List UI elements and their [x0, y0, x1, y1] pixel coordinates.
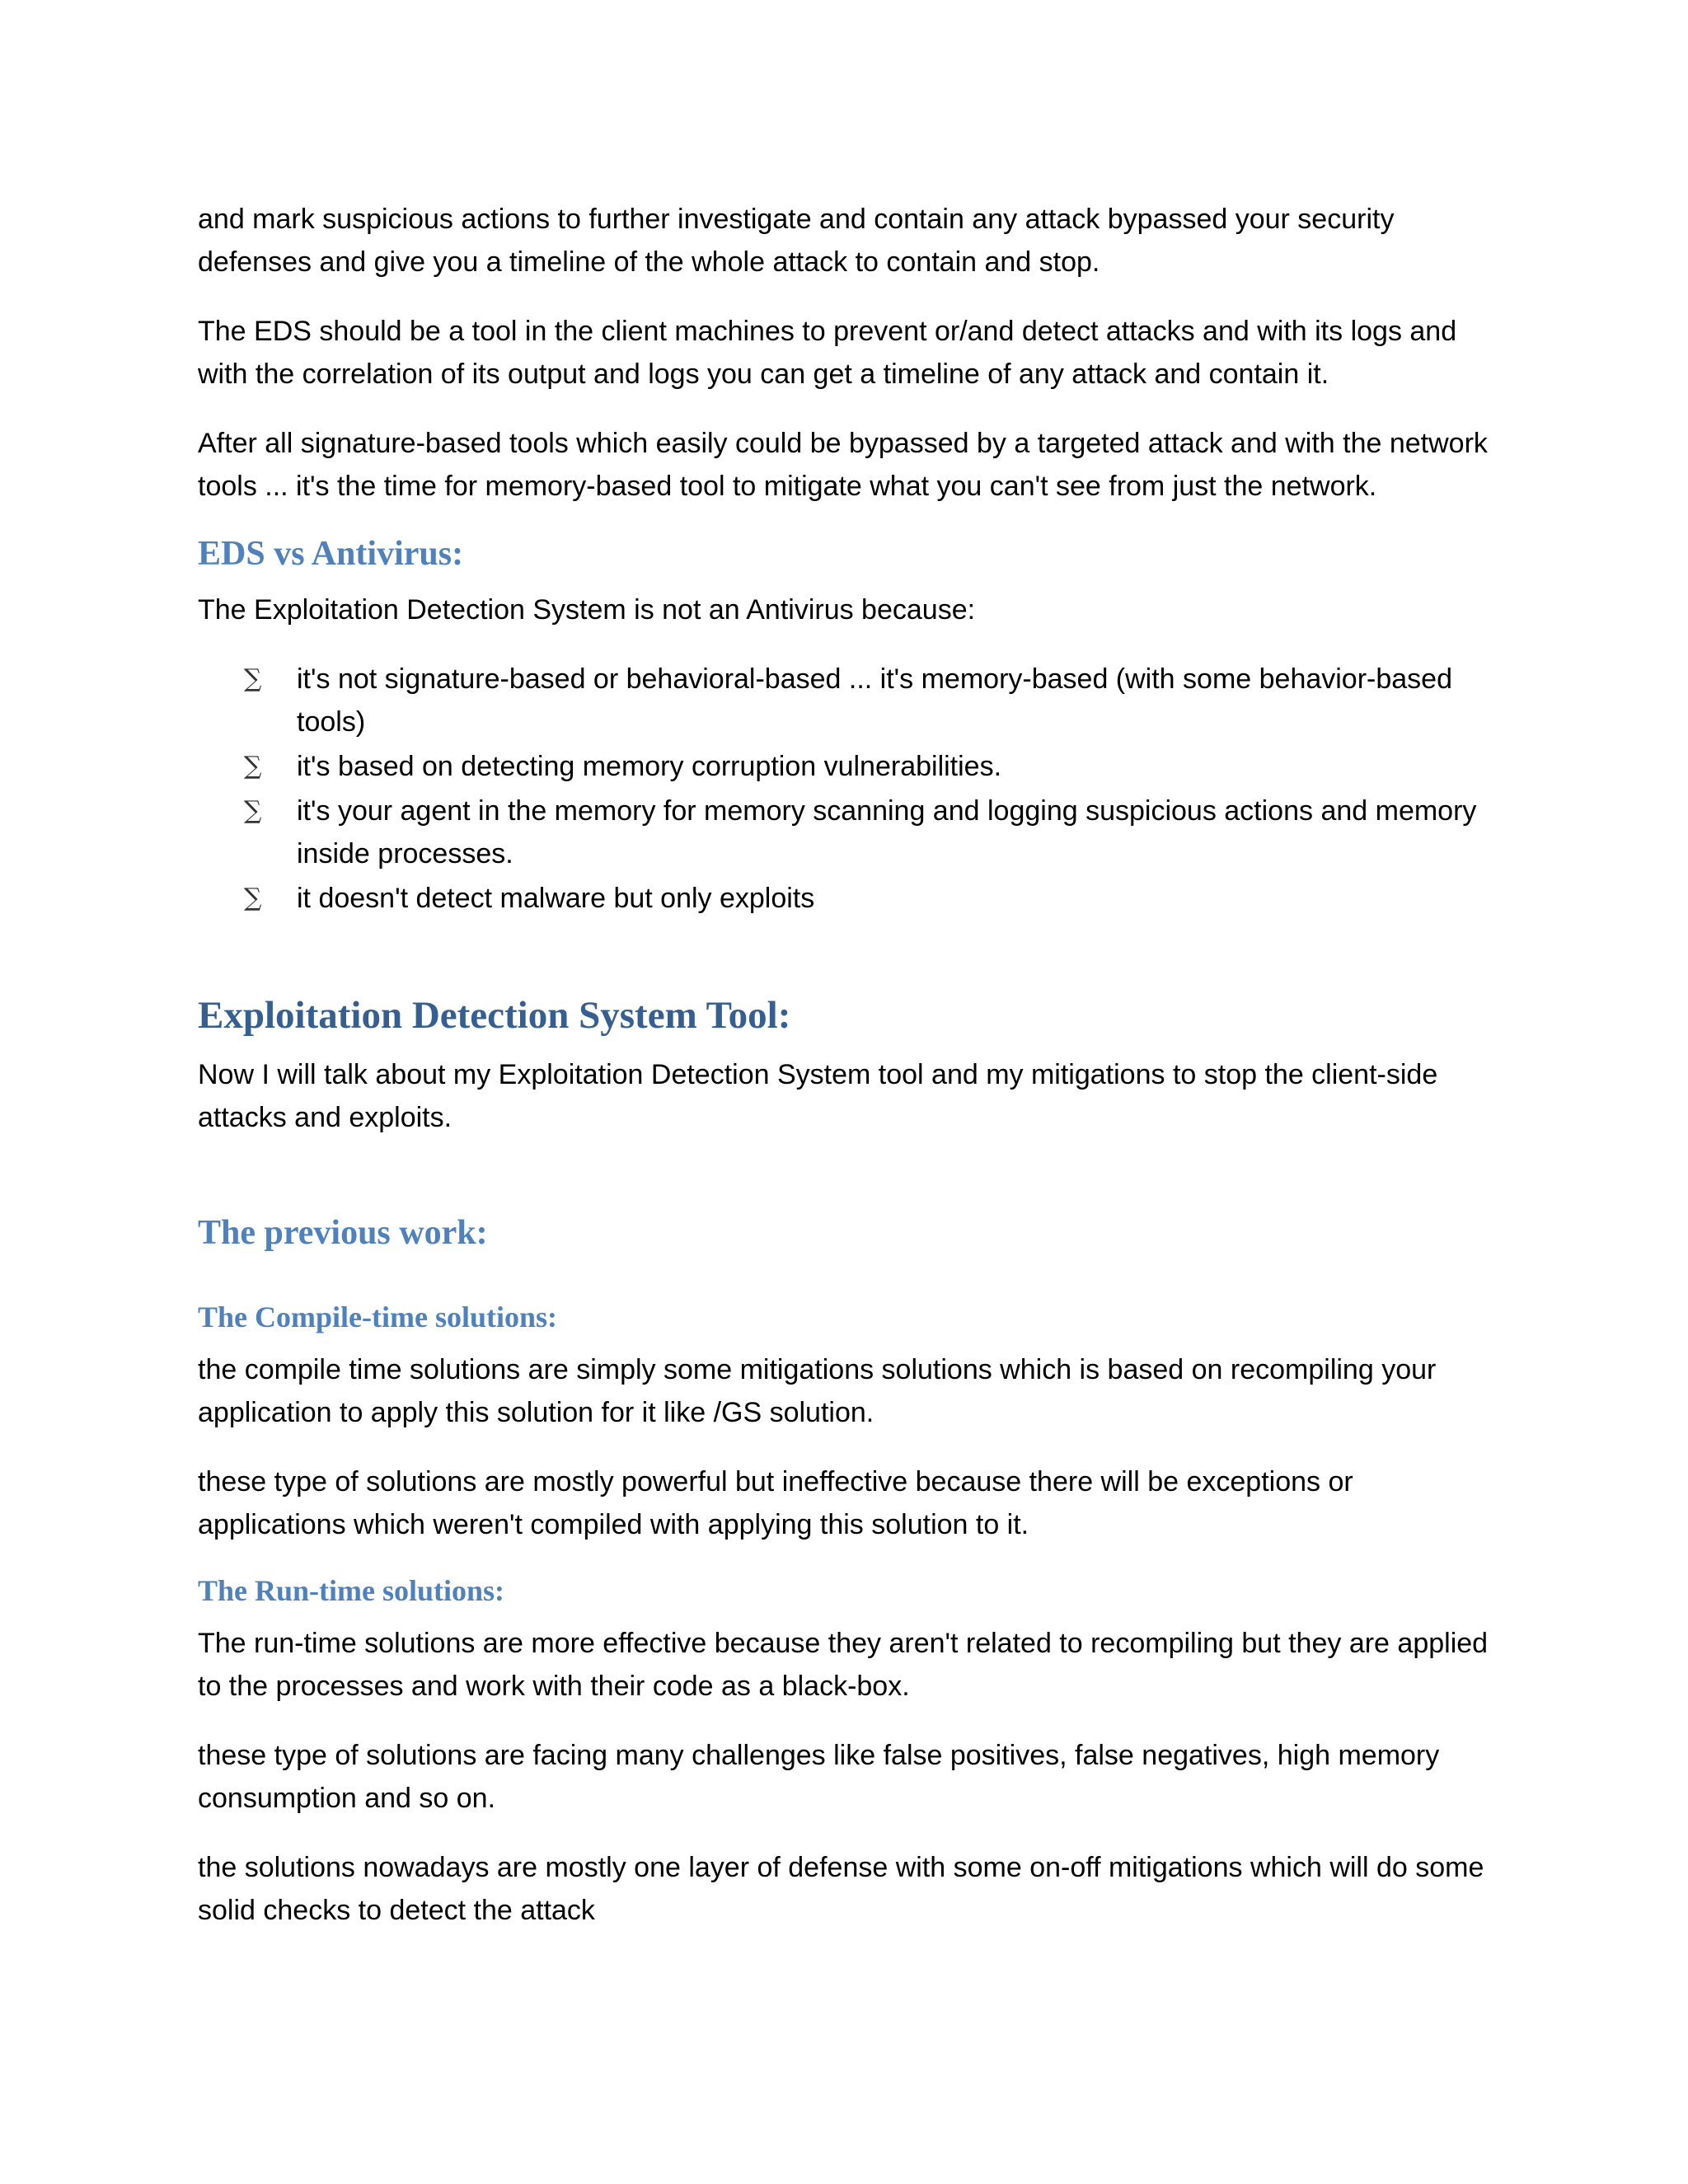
- sigma-bullet-icon: ∑: [244, 664, 262, 693]
- list-item-text: it doesn't detect malware but only exploits: [297, 883, 815, 914]
- list-item: [198, 877, 1500, 920]
- paragraph-eds-not-antivirus: The Exploitation Detection System is not an Antivirus because:: [198, 594, 976, 626]
- list-item: [198, 658, 1500, 743]
- paragraph-run-time-3: the solutions nowadays are mostly one layer of defense with some on-off mitigations which will do some solid checks to detect the attack: [198, 1852, 1484, 1926]
- paragraph-intro-2: The EDS should be a tool in the client machines to prevent or/and detect attacks and with its logs and with the correlation of its output and logs you can get a timeline of any attack and contain it.: [198, 316, 1457, 390]
- heading-run-time-solutions: The Run-time solutions:: [198, 1574, 505, 1607]
- heading-eds-tool: Exploitation Detection System Tool:: [198, 994, 791, 1037]
- paragraph-run-time-1: The run-time solutions are more effective because they aren't related to recompiling but they are applied to the processes and work with their code as a black-box.: [198, 1628, 1489, 1702]
- paragraph-compile-time-1: the compile time solutions are simply some mitigations solutions which is based on recompiling your application to apply this solution for it like /GS solution.: [198, 1354, 1437, 1428]
- paragraph-intro-1: and mark suspicious actions to further investigate and contain any attack bypassed your security defenses and give you a timeline of the whole attack to contain and stop.: [198, 204, 1395, 278]
- bullet-list-eds-vs-antivirus: [198, 658, 1500, 920]
- list-item-text: it's your agent in the memory for memory scanning and logging suspicious actions and memory inside processes.: [297, 795, 1477, 869]
- list-item: [198, 790, 1500, 875]
- document-page: [198, 198, 1500, 1932]
- sigma-bullet-icon: ∑: [244, 796, 262, 825]
- heading-previous-work: The previous work:: [198, 1214, 488, 1252]
- heading-compile-time-solutions: The Compile-time solutions:: [198, 1301, 557, 1333]
- sigma-bullet-icon: ∑: [244, 752, 262, 780]
- list-item-text: it's not signature-based or behavioral-based ... it's memory-based (with some behavior-based tools): [297, 663, 1453, 738]
- paragraph-intro-3: After all signature-based tools which easily could be bypassed by a targeted attack and with the network tools ... it's the time for memory-based tool to mitigate what you can't see from just the network.: [198, 428, 1488, 502]
- paragraph-compile-time-2: these type of solutions are mostly powerful but ineffective because there will be exceptions or applications which weren't compiled with applying this solution to it.: [198, 1466, 1353, 1540]
- list-item: [198, 745, 1500, 788]
- paragraph-eds-tool: Now I will talk about my Exploitation Detection System tool and my mitigations to stop the client-side attacks and exploits.: [198, 1059, 1438, 1133]
- paragraph-run-time-2: these type of solutions are facing many challenges like false positives, false negatives, high memory consumption and so on.: [198, 1740, 1440, 1814]
- heading-eds-vs-antivirus: EDS vs Antivirus:: [198, 535, 464, 573]
- sigma-bullet-icon: ∑: [244, 883, 262, 912]
- list-item-text: it's based on detecting memory corruption vulnerabilities.: [297, 751, 1002, 782]
